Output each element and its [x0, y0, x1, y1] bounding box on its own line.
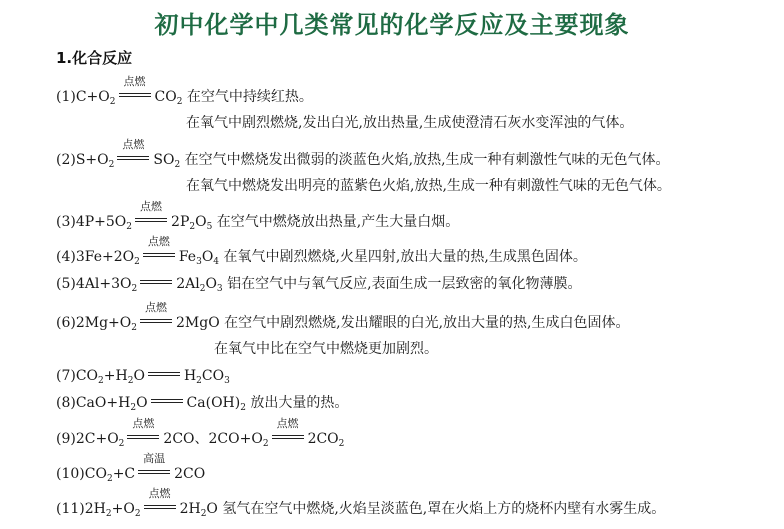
reaction-phenomenon: 放出大量的热。	[250, 395, 349, 411]
reaction-phenomenon: 在空气中持续红热。	[186, 89, 313, 105]
reaction-number: (7)	[56, 368, 76, 384]
section-heading: 1.化合反应	[56, 49, 133, 67]
reaction-number: (5)	[56, 276, 76, 292]
ignite-condition: 点燃	[144, 503, 176, 513]
equals-sign	[140, 278, 172, 288]
reaction-phenomenon: 在空气中燃烧发出微弱的淡蓝色火焰,放热,生成一种有刺激性气味的无色气体。	[184, 152, 670, 168]
separator: 、	[194, 431, 209, 447]
reaction-6-oxygen-note: 在氧气中比在空气中燃烧更加剧烈。	[214, 341, 438, 357]
reaction-phenomenon: 在氧气中剧烈燃烧,火星四射,放出大量的热,生成黑色固体。	[223, 249, 587, 265]
reaction-2-oxygen-note: 在氧气中燃烧发出明亮的蓝紫色火焰,放热,生成一种有刺激性气味的无色气体。	[186, 178, 671, 194]
equals-sign	[148, 370, 180, 380]
reaction-7: $(7)CO_2+H_2O$ $H_2CO_3$	[56, 368, 230, 386]
reaction-6: $(6)2Mg+O_2$ 点燃 2MgO 在空气中剧烈燃烧,发出耀眼的白光,放出大量的热,生成白色固体。	[56, 301, 630, 333]
reaction-number: (1)	[56, 89, 76, 105]
reaction-phenomenon: 铝在空气中与氧气反应,表面生成一层致密的氧化物薄膜。	[227, 276, 582, 292]
reaction-phenomenon: 氢气在空气中燃烧,火焰呈淡蓝色,罩在火焰上方的烧杯内壁有水雾生成。	[222, 501, 666, 517]
reaction-2: $(2)S+O_2$ 点燃 $SO_2$ 在空气中燃烧发出微弱的淡蓝色火焰,放热,生成一种有刺激性气味的无色气体。	[56, 138, 670, 170]
reaction-number: (11)	[56, 501, 85, 517]
reaction-11: $(11)2H_2+O_2$ 点燃 $2H_2O$ 氢气在空气中燃烧,火焰呈淡蓝色,罩在火焰上方的烧杯内壁有水雾生成。	[56, 487, 666, 519]
reaction-number: (6)	[56, 315, 76, 331]
reaction-9: $(9)2C+O_2$ 点燃 2CO、$2CO+O_2$ 点燃 $2CO_2$	[56, 417, 345, 449]
reaction-number: (9)	[56, 431, 76, 447]
ignite-condition: 点燃	[127, 433, 159, 443]
reaction-number: (3)	[56, 214, 76, 230]
reaction-phenomenon: 在空气中剧烈燃烧,发出耀眼的白光,放出大量的热,生成白色固体。	[224, 315, 630, 331]
reaction-8: $(8)CaO+H_2O$ $Ca(OH)_2$ 放出大量的热。	[56, 395, 349, 413]
ignite-condition: 点燃	[117, 154, 149, 164]
ignite-condition: 点燃	[119, 91, 151, 101]
reaction-number: (4)	[56, 249, 76, 265]
ignite-condition: 点燃	[140, 317, 172, 327]
reaction-number: (10)	[56, 466, 85, 482]
ignite-condition: 点燃	[143, 251, 175, 261]
page-title: 初中化学中几类常见的化学反应及主要现象	[154, 11, 630, 39]
reaction-4: $(4)3Fe+2O_2$ 点燃 $Fe_3O_4$ 在氧气中剧烈燃烧,火星四射,放出大量的热,生成黑色固体。	[56, 235, 587, 267]
reaction-1: $(1)C+O_2$ 点燃 $CO_2$ 在空气中持续红热。	[56, 75, 313, 107]
equals-sign	[151, 397, 183, 407]
reaction-number: (8)	[56, 395, 76, 411]
reaction-10: $(10)CO_2+C$ 高温 2CO	[56, 452, 206, 484]
reaction-number: (2)	[56, 152, 76, 168]
reaction-1-oxygen-note: 在氧气中剧烈燃烧,发出白光,放出热量,生成使澄清石灰水变浑浊的气体。	[186, 115, 634, 131]
reaction-5: $(5)4Al+3O_2$ $2Al_2O_3$ 铝在空气中与氧气反应,表面生成一层致密的氧化物薄膜。	[56, 276, 582, 294]
high-temp-condition: 高温	[138, 468, 170, 478]
reaction-phenomenon: 在空气中燃烧放出热量,产生大量白烟。	[216, 214, 460, 230]
ignite-condition: 点燃	[135, 216, 167, 226]
ignite-condition: 点燃	[272, 433, 304, 443]
reaction-3: $(3)4P+5O_2$ 点燃 $2P_2O_5$ 在空气中燃烧放出热量,产生大量白烟。	[56, 200, 460, 232]
